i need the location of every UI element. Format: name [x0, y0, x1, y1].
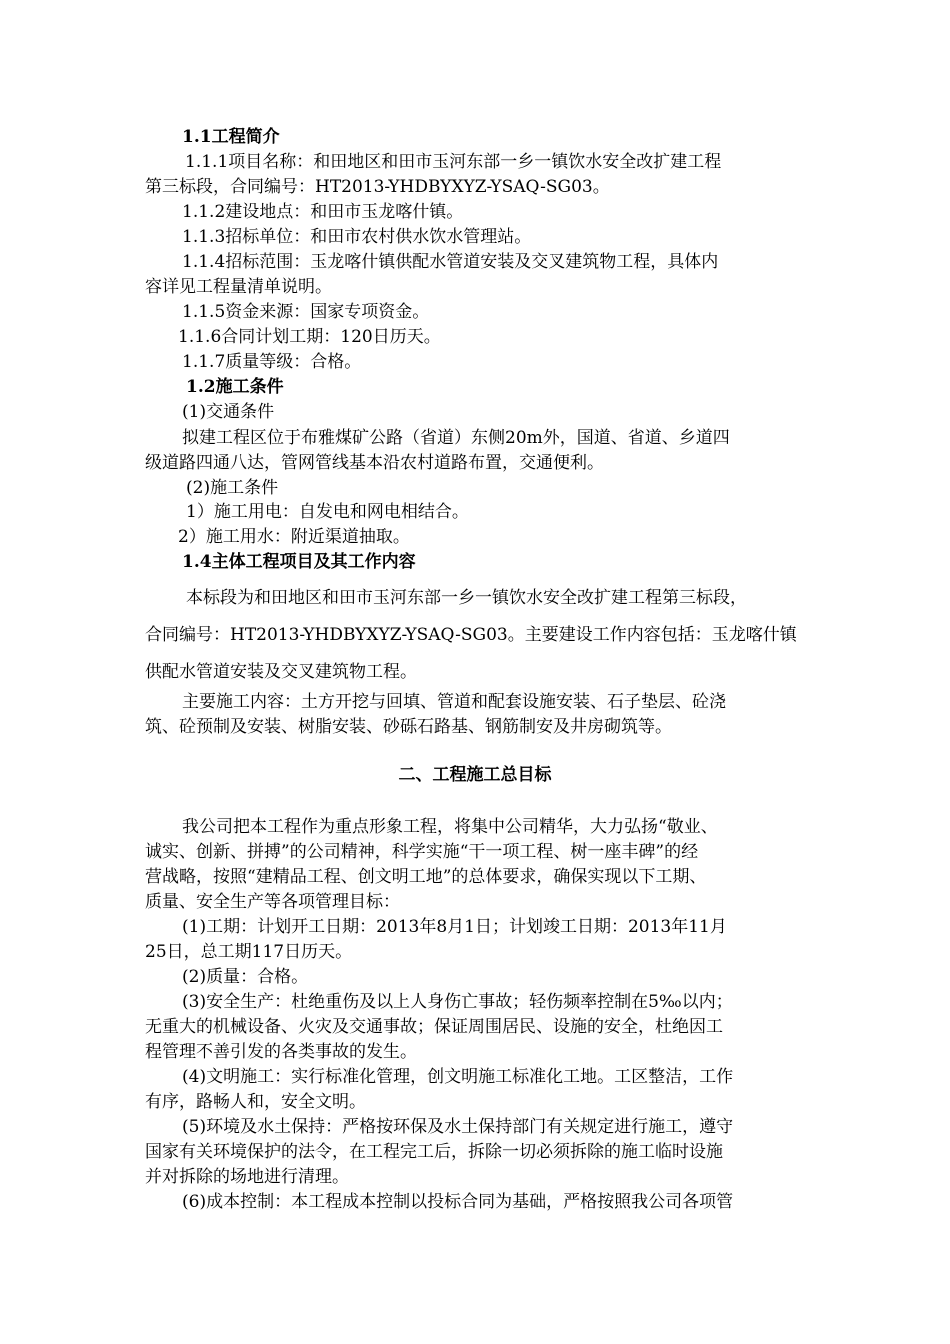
goal-environment: (5)环境及水土保持：严格按环保及水土保持部门有关规定进行施工，遵守 — [182, 1117, 734, 1137]
goal-safety: (3)安全生产：杜绝重伤及以上人身伤亡事故；轻伤频率控制在5‰以内； — [182, 992, 733, 1012]
main-content-paragraph-cont1: 合同编号：HT2013-YHDBYXYZ-YSAQ-SG03。主要建设工作内容包括：玉龙喀什镇 — [145, 625, 797, 645]
traffic-paragraph-cont: 级道路四通八达，管网管线基本沿农村道路布置，交通便利。 — [145, 453, 604, 473]
work-content-paragraph-cont: 筑、砼预制及安装、树脂安装、砂砾石路基、钢筋制安及井房砌筑等。 — [145, 717, 672, 737]
goal-cost: (6)成本控制：本工程成本控制以投标合同为基础，严格按照我公司各项管 — [182, 1192, 734, 1212]
construction-water: 2）施工用水：附近渠道抽取。 — [178, 527, 410, 547]
goal-civilized: (4)文明施工：实行标准化管理，创文明施工标准化工地。工区整洁，工作 — [182, 1067, 734, 1087]
intro-paragraph-cont1: 诚实、创新、拼搏”的公司精神，科学实施“干一项工程、树一座丰碑”的经 — [145, 842, 699, 862]
paragraph-project-name: 1.1.1项目名称：和田地区和田市玉河东部一乡一镇饮水安全改扩建工程 — [185, 152, 722, 172]
section-2-heading: 二、工程施工总目标 — [398, 765, 552, 785]
goal-civilized-cont: 有序，路畅人和，安全文明。 — [145, 1092, 366, 1112]
paragraph-project-name-cont: 第三标段，合同编号：HT2013-YHDBYXYZ-YSAQ-SG03。 — [145, 177, 610, 197]
goal-safety-cont2: 程管理不善引发的各类事故的发生。 — [145, 1042, 417, 1062]
intro-paragraph-cont2: 营战略，按照“建精品工程、创文明工地”的总体要求，确保实现以下工期、 — [145, 867, 707, 887]
construction-power: 1）施工用电：自发电和网电相结合。 — [186, 502, 469, 522]
paragraph-location: 1.1.2建设地点：和田市玉龙喀什镇。 — [182, 202, 464, 222]
heading-1-2: 1.2施工条件 — [186, 377, 284, 397]
paragraph-tender-unit: 1.1.3招标单位：和田市农村供水饮水管理站。 — [182, 227, 532, 247]
goal-schedule: (1)工期：计划开工日期：2013年8月1日；计划竣工日期：2013年11月 — [182, 917, 727, 937]
heading-1-4: 1.4主体工程项目及其工作内容 — [182, 552, 416, 572]
construction-title: (2)施工条件 — [186, 478, 279, 498]
goal-environment-cont2: 并对拆除的场地进行清理。 — [145, 1167, 349, 1187]
intro-paragraph-cont3: 质量、安全生产等各项管理目标： — [145, 892, 400, 912]
main-content-paragraph-cont2: 供配水管道安装及交叉建筑物工程。 — [145, 662, 417, 682]
heading-1-1: 1.1工程简介 — [182, 127, 280, 147]
goal-quality: (2)质量：合格。 — [182, 967, 309, 987]
traffic-paragraph: 拟建工程区位于布雅煤矿公路（省道）东侧20m外，国道、省道、乡道四 — [182, 428, 730, 448]
goal-schedule-cont: 25日，总工期117日历天。 — [145, 942, 353, 962]
main-content-paragraph: 本标段为和田地区和田市玉河东部一乡一镇饮水安全改扩建工程第三标段， — [186, 588, 747, 608]
paragraph-tender-scope: 1.1.4招标范围：玉龙喀什镇供配水管道安装及交叉建筑物工程，具体内 — [182, 252, 719, 272]
paragraph-funding: 1.1.5资金来源：国家专项资金。 — [182, 302, 430, 322]
intro-paragraph: 我公司把本工程作为重点形象工程，将集中公司精华，大力弘扬“敬业、 — [182, 817, 718, 837]
work-content-paragraph: 主要施工内容：土方开挖与回填、管道和配套设施安装、石子垫层、砼浇 — [182, 692, 726, 712]
goal-environment-cont1: 国家有关环境保护的法令，在工程完工后，拆除一切必须拆除的施工临时设施 — [145, 1142, 723, 1162]
paragraph-quality: 1.1.7质量等级：合格。 — [182, 352, 362, 372]
goal-safety-cont1: 无重大的机械设备、火灾及交通事故；保证周围居民、设施的安全，杜绝因工 — [145, 1017, 723, 1037]
paragraph-tender-scope-cont: 容详见工程量清单说明。 — [145, 277, 332, 297]
traffic-title: (1)交通条件 — [182, 402, 275, 422]
paragraph-duration: 1.1.6合同计划工期：120日历天。 — [178, 327, 441, 347]
